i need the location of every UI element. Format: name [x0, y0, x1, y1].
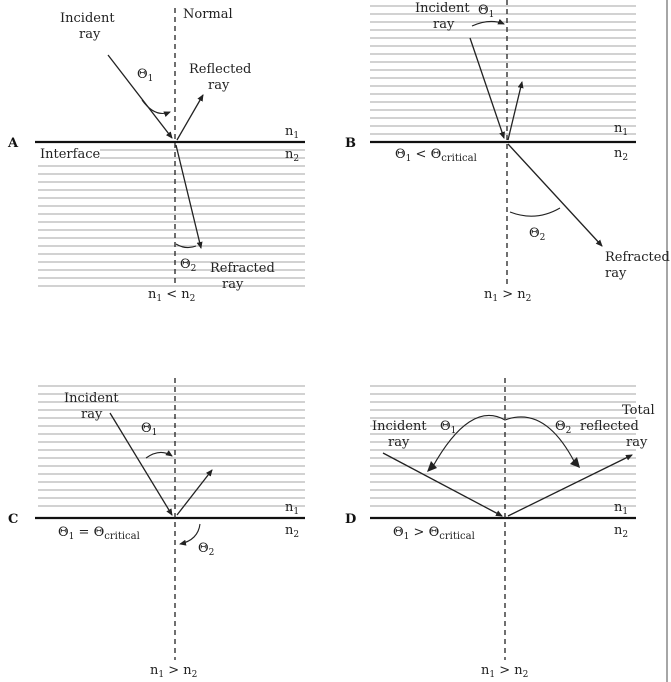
panel-c-theta1-arc	[146, 452, 172, 458]
panel-a-refracted-ray-label: ray	[222, 277, 244, 292]
panel-b-incident-ray	[470, 38, 504, 138]
panel-c-condition: $\Theta_1 = \Theta_{critical}$	[58, 525, 140, 542]
panel-d-incident-label: Incident	[372, 419, 427, 434]
panel-d-reflected-ray-label: ray	[626, 435, 648, 450]
panel-a-reflected-label: Reflected	[189, 62, 252, 77]
panel-a-letter: A	[8, 136, 19, 151]
panel-c-relation: $n_1 > n_2$	[150, 663, 198, 680]
panel-b-letter: B	[345, 136, 356, 151]
panel-b-refracted-ray-label: ray	[605, 266, 627, 281]
panel-a-relation: $n_1 < n_2$	[148, 287, 196, 304]
panel-b-theta2-label: $\Theta_2$	[529, 226, 546, 243]
panel-d-n1-label: $n_1$	[614, 500, 629, 517]
panel-d-condition: $\Theta_1 > \Theta_{critical}$	[393, 525, 475, 542]
panel-c-n2-label: $n_2$	[285, 523, 300, 540]
panel-b-n2-label: $n_2$	[614, 146, 629, 163]
panel-a	[7, 7, 305, 304]
panel-a-theta1-arc	[142, 100, 170, 114]
panel-b-theta1-label: $\Theta_1$	[478, 3, 495, 20]
panel-a-interface-label: Interface	[40, 147, 101, 162]
panel-b-reflected-ray	[508, 82, 522, 140]
panel-c-reflected-ray	[177, 470, 212, 515]
panel-a-theta1-label: $\Theta_1$	[137, 67, 154, 84]
panel-a-incident-label: Incident	[60, 11, 115, 26]
panel-b-refracted-label: Refracted	[605, 250, 670, 265]
panel-d-reflected-label: reflected	[580, 419, 639, 434]
panel-a-incident-ray-label: ray	[79, 27, 101, 42]
panel-d-relation: $n_1 > n_2$	[481, 663, 529, 680]
panel-d-total-label: Total	[622, 403, 655, 418]
panel-b-relation: $n_1 > n_2$	[484, 287, 532, 304]
panel-c-theta2-arc	[180, 524, 200, 544]
panel-b-incident-ray-label: ray	[433, 17, 455, 32]
panel-a-n2-label: $n_2$	[285, 147, 300, 164]
panel-a-normal-label: Normal	[183, 7, 233, 22]
panel-b-n1-label: $n_1$	[614, 121, 629, 138]
panel-d-hatching	[370, 386, 636, 506]
panel-b-incident-label: Incident	[415, 1, 470, 16]
panel-a-n1-label: $n_1$	[285, 124, 300, 141]
panel-b-theta2-arc	[510, 208, 560, 216]
panel-a-theta2-label: $\Theta_2$	[180, 257, 197, 274]
panel-c-letter: C	[8, 512, 19, 527]
panel-d-incident-ray-label: ray	[388, 435, 410, 450]
panel-d-theta1-label: $\Theta_1$	[440, 419, 457, 436]
panel-b-condition: $\Theta_1 < \Theta_{critical}$	[395, 147, 477, 164]
panel-c	[8, 378, 305, 680]
panel-d-letter: D	[345, 512, 357, 527]
panel-a-reflected-ray	[177, 95, 203, 140]
panel-c-incident-label: Incident	[64, 391, 119, 406]
panel-b-hatching	[370, 6, 636, 134]
panel-d	[345, 378, 655, 680]
panel-b-refracted-ray	[508, 144, 602, 246]
panel-c-theta1-label: $\Theta_1$	[141, 421, 158, 438]
panel-c-theta2-label: $\Theta_2$	[198, 541, 215, 558]
panel-d-n2-label: $n_2$	[614, 523, 629, 540]
panel-d-theta2-label: $\Theta_2$	[555, 419, 572, 436]
panel-a-reflected-ray-label: ray	[208, 78, 230, 93]
panel-c-n1-label: $n_1$	[285, 500, 300, 517]
panel-c-incident-ray-label: ray	[81, 407, 103, 422]
panel-a-refracted-label: Refracted	[210, 261, 275, 276]
panel-a-refracted-ray	[176, 145, 201, 248]
